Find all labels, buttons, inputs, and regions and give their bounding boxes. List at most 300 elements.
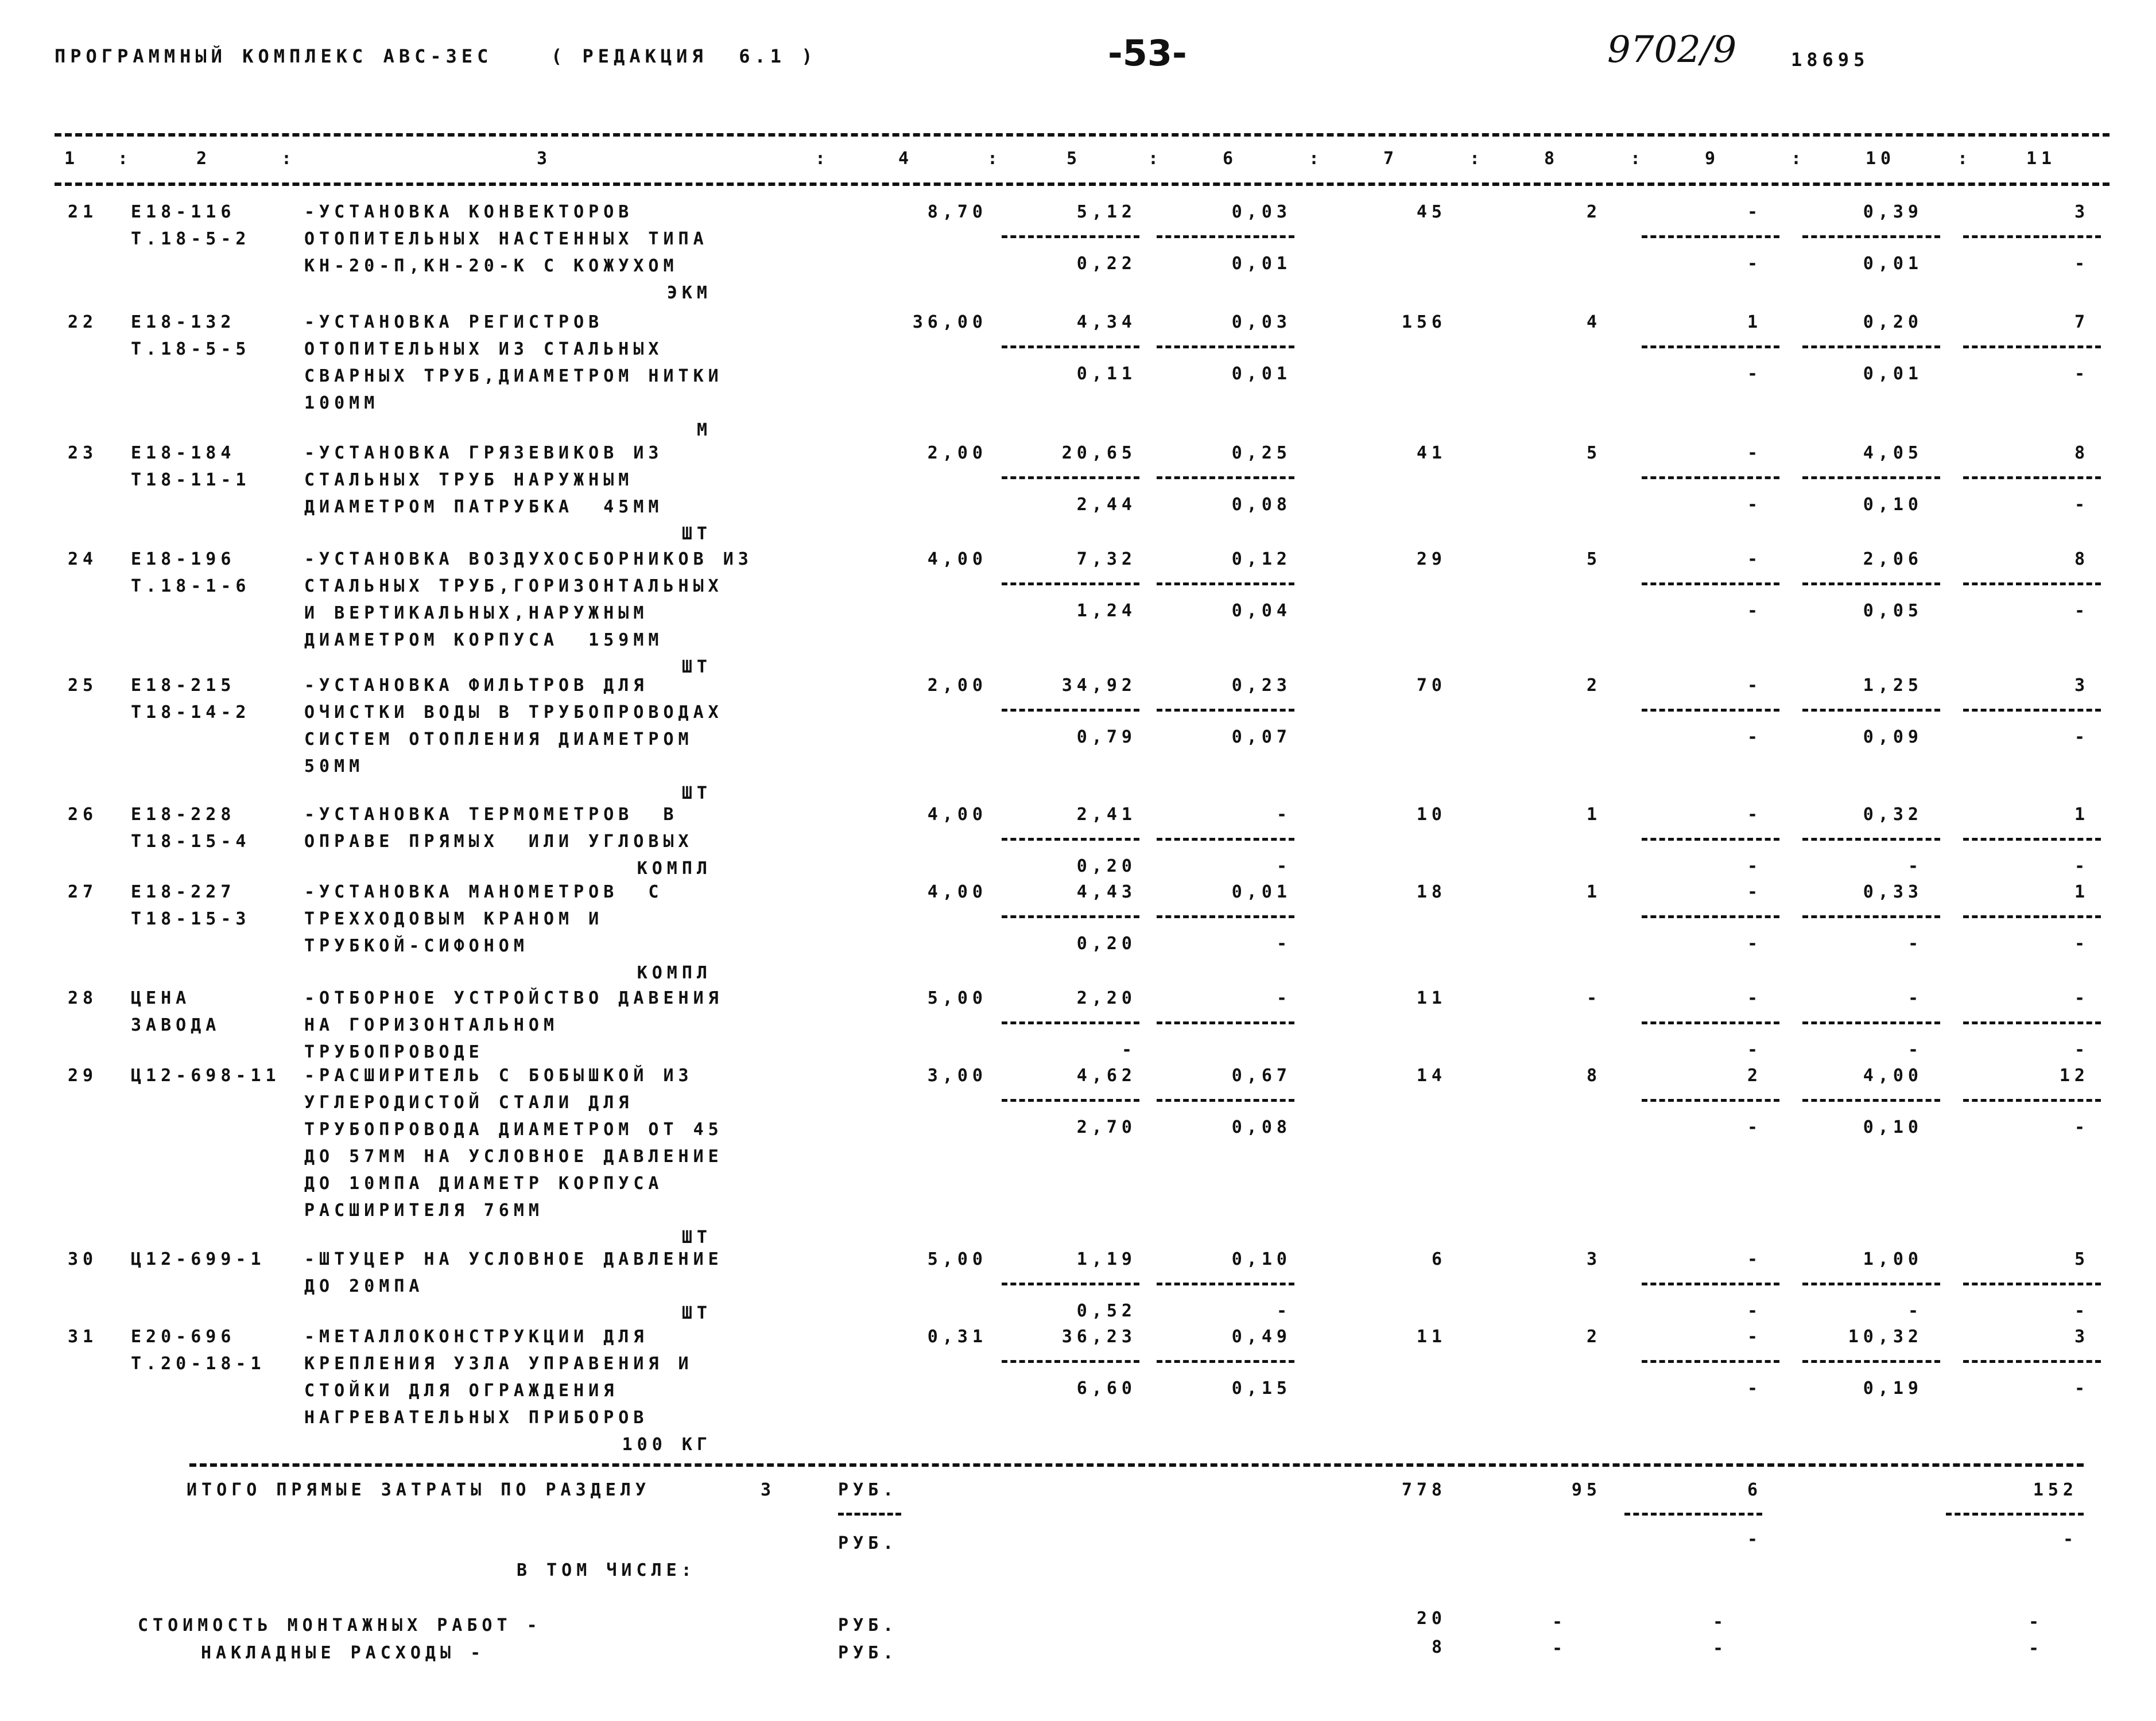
- edition: ( РЕДАКЦИЯ 6.1 ): [551, 45, 817, 67]
- row-split-rule: [1642, 1099, 1779, 1102]
- row-price-machine: 0,12: [1231, 549, 1292, 569]
- row-quantity: 36,00: [912, 312, 987, 332]
- row-code: Е18-184: [131, 443, 236, 463]
- row-split-rule: [1642, 838, 1779, 841]
- column-header-8: 8: [1544, 149, 1560, 169]
- row-labour: 4,00: [1863, 1066, 1923, 1086]
- row-price-machine-wage: 0,04: [1231, 601, 1292, 621]
- overhead-c9: -: [1712, 1638, 1728, 1658]
- row-split-rule: [1802, 235, 1940, 238]
- row-quantity: 3,00: [927, 1066, 987, 1086]
- row-labour-machine: 0,09: [1863, 727, 1923, 747]
- row-cost-wage: 1: [1586, 882, 1602, 902]
- row-split-rule: [1002, 476, 1139, 479]
- row-split-rule: [1642, 915, 1779, 918]
- row-description-line: ТРУБОПРОВОДА ДИАМЕТРОМ ОТ 45: [304, 1120, 723, 1140]
- row-split-rule: [1002, 838, 1139, 841]
- row-description-line: -УСТАНОВКА МАНОМЕТРОВ С: [304, 882, 664, 902]
- row-cost-machine: -: [1747, 443, 1762, 463]
- column-separator: :: [815, 149, 831, 169]
- row-description-line: КРЕПЛЕНИЯ УЗЛА УПРАВЕНИЯ И: [304, 1354, 693, 1374]
- row-code-ref: Т.18-5-5: [131, 339, 251, 359]
- row-description-line: -УСТАНОВКА ТЕРМОМЕТРОВ В: [304, 805, 678, 825]
- row-split-rule: [1002, 582, 1139, 585]
- column-separator: :: [1469, 149, 1485, 169]
- row-labour-machine-total: -: [2074, 727, 2089, 747]
- row-description-line: ДО 57ММ НА УСЛОВНОЕ ДАВЛЕНИЕ: [304, 1147, 723, 1167]
- row-cost-wage: 3: [1586, 1249, 1602, 1269]
- row-labour: -: [1907, 988, 1923, 1008]
- row-number: 23: [68, 443, 98, 463]
- row-description-line: УГЛЕРОДИСТОЙ СТАЛИ ДЛЯ: [304, 1093, 634, 1113]
- row-code: Ц12-698-11: [131, 1066, 281, 1086]
- row-unit: ШТ: [681, 524, 712, 544]
- row-cost-machine-wage: -: [1747, 1117, 1762, 1137]
- column-separator: :: [1309, 149, 1324, 169]
- row-labour-machine-total: -: [2074, 934, 2089, 954]
- row-split-rule: [1963, 915, 2101, 918]
- totals-c9-rule: [1624, 1513, 1762, 1516]
- row-labour-total: 12: [2059, 1066, 2089, 1086]
- row-labour-machine: 0,10: [1863, 1117, 1923, 1137]
- row-cost-machine: -: [1747, 882, 1762, 902]
- row-price-machine: 0,03: [1231, 312, 1292, 332]
- row-number: 28: [68, 988, 98, 1008]
- totals-unit: РУБ.: [838, 1480, 898, 1500]
- row-price-machine: 0,03: [1231, 202, 1292, 222]
- including-label: В ТОМ ЧИСЛЕ:: [517, 1560, 696, 1580]
- row-unit: М: [696, 420, 712, 440]
- table-top-rule: [55, 133, 2110, 137]
- row-cost-wage: 4: [1586, 312, 1602, 332]
- row-code: Е18-196: [131, 549, 236, 569]
- mounting-c7: 20: [1416, 1609, 1447, 1629]
- totals-section: 3: [761, 1480, 776, 1500]
- row-price-wage: 2,70: [1076, 1117, 1137, 1137]
- row-description-line: СТАЛЬНЫХ ТРУБ НАРУЖНЫМ: [304, 470, 634, 490]
- overhead-label: НАКЛАДНЫЕ РАСХОДЫ -: [201, 1643, 486, 1663]
- totals-c11: 152: [2033, 1480, 2078, 1500]
- column-header-4: 4: [898, 149, 914, 169]
- row-split-rule: [1002, 1021, 1139, 1024]
- row-labour-machine-total: -: [2074, 1040, 2089, 1060]
- row-price-machine: 0,49: [1231, 1327, 1292, 1347]
- row-labour-machine-total: -: [2074, 601, 2089, 621]
- row-split-rule: [1802, 709, 1940, 712]
- row-cost-total: 11: [1416, 1327, 1447, 1347]
- row-price-wage: 0,20: [1076, 856, 1137, 876]
- row-labour-machine-total: -: [2074, 254, 2089, 274]
- row-code: Е18-215: [131, 675, 236, 696]
- row-price-wage: 0,79: [1076, 727, 1137, 747]
- row-code-ref: Т18-11-1: [131, 470, 251, 490]
- row-quantity: 5,00: [927, 1249, 987, 1269]
- row-split-rule: [1642, 1283, 1779, 1285]
- row-price-wage: -: [1121, 1040, 1137, 1060]
- row-cost-machine: -: [1747, 805, 1762, 825]
- row-cost-wage: 5: [1586, 549, 1602, 569]
- row-description-line: ДО 20МПА: [304, 1276, 424, 1296]
- row-cost-machine-wage: -: [1747, 1040, 1762, 1060]
- row-description-line: ОТОПИТЕЛЬНЫХ НАСТЕННЫХ ТИПА: [304, 229, 708, 249]
- row-split-rule: [1802, 476, 1940, 479]
- row-description-line: НАГРЕВАТЕЛЬНЫХ ПРИБОРОВ: [304, 1408, 649, 1428]
- column-separator: :: [118, 149, 133, 169]
- row-split-rule: [1157, 709, 1294, 712]
- row-cost-machine: -: [1747, 1327, 1762, 1347]
- row-split-rule: [1963, 235, 2101, 238]
- column-separator: :: [1791, 149, 1806, 169]
- row-code: Е18-116: [131, 202, 236, 222]
- row-split-rule: [1157, 1360, 1294, 1363]
- row-price-total: 20,65: [1061, 443, 1137, 463]
- column-header-3: 3: [537, 149, 552, 169]
- row-code-ref: ЗАВОДА: [131, 1015, 221, 1035]
- program-name: ПРОГРАММНЫЙ КОМПЛЕКС АВС-ЗЕС: [55, 45, 493, 67]
- row-split-rule: [1157, 476, 1294, 479]
- row-cost-total: 156: [1401, 312, 1447, 332]
- row-code: Е18-228: [131, 805, 236, 825]
- column-separator: :: [1148, 149, 1164, 169]
- row-labour: 4,05: [1863, 443, 1923, 463]
- row-description-line: И ВЕРТИКАЛЬНЫХ,НАРУЖНЫМ: [304, 603, 649, 623]
- row-split-rule: [1002, 345, 1139, 348]
- row-cost-machine-wage: -: [1747, 601, 1762, 621]
- row-price-machine: 0,01: [1231, 882, 1292, 902]
- totals-c11b: -: [2062, 1529, 2078, 1549]
- row-unit: ШТ: [681, 657, 712, 677]
- row-number: 26: [68, 805, 98, 825]
- column-header-10: 10: [1866, 149, 1896, 169]
- row-price-machine: 0,25: [1231, 443, 1292, 463]
- row-labour-machine-total: -: [2074, 856, 2089, 876]
- row-price-machine-wage: 0,08: [1231, 1117, 1292, 1137]
- row-split-rule: [1642, 709, 1779, 712]
- row-cost-wage: 5: [1586, 443, 1602, 463]
- row-description-line: -УСТАНОВКА ГРЯЗЕВИКОВ ИЗ: [304, 443, 664, 463]
- row-cost-total: 41: [1416, 443, 1447, 463]
- row-labour-total: 3: [2074, 675, 2089, 696]
- row-labour: 0,33: [1863, 882, 1923, 902]
- row-cost-machine-wage: -: [1747, 856, 1762, 876]
- row-unit: ЭКМ: [666, 283, 712, 303]
- row-labour: 10,32: [1848, 1327, 1923, 1347]
- row-cost-total: 6: [1431, 1249, 1447, 1269]
- row-cost-machine: -: [1747, 1249, 1762, 1269]
- row-unit: ШТ: [681, 783, 712, 803]
- column-separator: :: [1630, 149, 1646, 169]
- row-labour-machine-total: -: [2074, 364, 2089, 384]
- row-labour-total: 7: [2074, 312, 2089, 332]
- row-split-rule: [1963, 582, 2101, 585]
- row-cost-wage: 2: [1586, 1327, 1602, 1347]
- row-quantity: 2,00: [927, 675, 987, 696]
- totals-c8: 95: [1571, 1480, 1602, 1500]
- row-labour-total: 1: [2074, 805, 2089, 825]
- row-labour-machine: -: [1907, 934, 1923, 954]
- row-cost-machine-wage: -: [1747, 495, 1762, 515]
- totals-unit-rule: [838, 1513, 901, 1516]
- handwritten-doc-code: 9702/9: [1607, 29, 1737, 71]
- row-cost-total: 45: [1416, 202, 1447, 222]
- row-description-line: -УСТАНОВКА РЕГИСТРОВ: [304, 312, 604, 332]
- row-cost-machine-wage: -: [1747, 934, 1762, 954]
- row-quantity: 5,00: [927, 988, 987, 1008]
- totals-c9b: -: [1747, 1529, 1762, 1549]
- row-code-ref: Т.18-1-6: [131, 576, 251, 596]
- row-labour-machine-total: -: [2074, 1117, 2089, 1137]
- row-labour-machine: -: [1907, 1301, 1923, 1321]
- row-split-rule: [1963, 838, 2101, 841]
- row-price-wage: 2,44: [1076, 495, 1137, 515]
- row-split-rule: [1802, 582, 1940, 585]
- row-labour-machine: 0,10: [1863, 495, 1923, 515]
- row-price-total: 4,62: [1076, 1066, 1137, 1086]
- page-number: -53-: [1108, 32, 1187, 74]
- row-split-rule: [1802, 1283, 1940, 1285]
- overhead-c11: -: [2028, 1638, 2043, 1658]
- row-split-rule: [1157, 345, 1294, 348]
- row-labour-machine-total: -: [2074, 495, 2089, 515]
- row-number: 21: [68, 202, 98, 222]
- row-split-rule: [1802, 915, 1940, 918]
- totals-unit-2: РУБ.: [838, 1533, 898, 1553]
- row-labour-machine-total: -: [2074, 1378, 2089, 1398]
- row-split-rule: [1002, 1360, 1139, 1363]
- row-cost-total: 11: [1416, 988, 1447, 1008]
- column-separator: :: [987, 149, 1003, 169]
- row-description-line: -ШТУЦЕР НА УСЛОВНОЕ ДАВЛЕНИЕ: [304, 1249, 723, 1269]
- row-cost-machine-wage: -: [1747, 727, 1762, 747]
- totals-c9: 6: [1747, 1480, 1762, 1500]
- row-description-line: СТОЙКИ ДЛЯ ОГРАЖДЕНИЯ: [304, 1381, 619, 1401]
- row-quantity: 8,70: [927, 202, 987, 222]
- row-unit: 100 КГ: [622, 1435, 712, 1455]
- row-description-line: -УСТАНОВКА ФИЛЬТРОВ ДЛЯ: [304, 675, 649, 696]
- row-cost-machine: -: [1747, 988, 1762, 1008]
- row-description-line: 100ММ: [304, 393, 379, 413]
- row-price-machine-wage: -: [1276, 934, 1292, 954]
- row-labour-machine-total: -: [2074, 1301, 2089, 1321]
- row-split-rule: [1963, 1360, 2101, 1363]
- row-price-machine-wage: -: [1276, 1301, 1292, 1321]
- row-number: 25: [68, 675, 98, 696]
- totals-label: ИТОГО ПРЯМЫЕ ЗАТРАТЫ ПО РАЗДЕЛУ: [187, 1480, 650, 1500]
- row-code: Е18-227: [131, 882, 236, 902]
- row-split-rule: [1963, 709, 2101, 712]
- row-code: Е20-696: [131, 1327, 236, 1347]
- row-description-line: ДИАМЕТРОМ ПАТРУБКА 45ММ: [304, 497, 664, 517]
- row-split-rule: [1963, 1283, 2101, 1285]
- row-split-rule: [1802, 1099, 1940, 1102]
- row-code-ref: Т18-14-2: [131, 702, 251, 722]
- row-cost-wage: 1: [1586, 805, 1602, 825]
- row-split-rule: [1157, 235, 1294, 238]
- row-cost-total: 29: [1416, 549, 1447, 569]
- row-description-line: РАСШИРИТЕЛЯ 76ММ: [304, 1201, 544, 1221]
- row-split-rule: [1642, 476, 1779, 479]
- totals-c11-rule: [1946, 1513, 2084, 1516]
- row-price-machine-wage: 0,01: [1231, 254, 1292, 274]
- row-price-machine: 0,23: [1231, 675, 1292, 696]
- row-split-rule: [1642, 345, 1779, 348]
- row-cost-machine: -: [1747, 202, 1762, 222]
- column-header-11: 11: [2026, 149, 2057, 169]
- row-unit: ШТ: [681, 1227, 712, 1248]
- column-separator: :: [281, 149, 297, 169]
- row-price-machine-wage: -: [1276, 856, 1292, 876]
- row-split-rule: [1002, 1099, 1139, 1102]
- row-cost-total: 70: [1416, 675, 1447, 696]
- row-price-wage: 0,11: [1076, 364, 1137, 384]
- row-labour-total: 8: [2074, 549, 2089, 569]
- row-description-line: СВАРНЫХ ТРУБ,ДИАМЕТРОМ НИТКИ: [304, 366, 723, 386]
- row-code-ref: Т.20-18-1: [131, 1354, 266, 1374]
- row-split-rule: [1642, 582, 1779, 585]
- row-price-total: 1,19: [1076, 1249, 1137, 1269]
- row-split-rule: [1802, 838, 1940, 841]
- row-split-rule: [1002, 1283, 1139, 1285]
- column-header-2: 2: [196, 149, 212, 169]
- row-description-line: -РАСШИРИТЕЛЬ С БОБЫШКОЙ ИЗ: [304, 1066, 693, 1086]
- column-header-1: 1: [64, 149, 80, 169]
- row-quantity: 0,31: [927, 1327, 987, 1347]
- column-header-5: 5: [1067, 149, 1082, 169]
- column-header-7: 7: [1383, 149, 1399, 169]
- row-price-total: 2,20: [1076, 988, 1137, 1008]
- row-description-line: ОТОПИТЕЛЬНЫХ ИЗ СТАЛЬНЫХ: [304, 339, 664, 359]
- row-split-rule: [1157, 1099, 1294, 1102]
- totals-c7: 778: [1401, 1480, 1447, 1500]
- row-quantity: 4,00: [927, 882, 987, 902]
- row-price-machine-wage: 0,15: [1231, 1378, 1292, 1398]
- row-split-rule: [1002, 915, 1139, 918]
- row-price-wage: 1,24: [1076, 601, 1137, 621]
- row-description-line: ОПРАВЕ ПРЯМЫХ ИЛИ УГЛОВЫХ: [304, 832, 693, 852]
- column-header-9: 9: [1705, 149, 1720, 169]
- row-number: 24: [68, 549, 98, 569]
- row-cost-machine-wage: -: [1747, 1378, 1762, 1398]
- row-unit: КОМПЛ: [637, 963, 712, 983]
- row-labour-machine: 0,05: [1863, 601, 1923, 621]
- row-labour: 1,00: [1863, 1249, 1923, 1269]
- row-code: Ц12-699-1: [131, 1249, 266, 1269]
- row-description-line: ТРУБКОЙ-СИФОНОМ: [304, 936, 529, 956]
- row-price-machine-wage: 0,01: [1231, 364, 1292, 384]
- row-price-total: 34,92: [1061, 675, 1137, 696]
- row-price-machine: 0,10: [1231, 1249, 1292, 1269]
- mounting-c9: -: [1712, 1612, 1728, 1632]
- row-cost-machine: 1: [1747, 312, 1762, 332]
- row-cost-machine-wage: -: [1747, 254, 1762, 274]
- row-number: 29: [68, 1066, 98, 1086]
- row-cost-wage: 2: [1586, 202, 1602, 222]
- row-split-rule: [1642, 1360, 1779, 1363]
- overhead-unit: РУБ.: [838, 1643, 898, 1663]
- row-cost-wage: 2: [1586, 675, 1602, 696]
- row-labour-machine: 0,01: [1863, 364, 1923, 384]
- row-description-line: 50ММ: [304, 756, 364, 776]
- row-description-line: ОЧИСТКИ ВОДЫ В ТРУБОПРОВОДАХ: [304, 702, 723, 722]
- row-labour-total: 8: [2074, 443, 2089, 463]
- row-labour: 0,39: [1863, 202, 1923, 222]
- row-cost-machine-wage: -: [1747, 364, 1762, 384]
- row-unit: ШТ: [681, 1303, 712, 1323]
- row-price-wage: 0,20: [1076, 934, 1137, 954]
- row-labour: 2,06: [1863, 549, 1923, 569]
- row-split-rule: [1802, 1360, 1940, 1363]
- row-number: 31: [68, 1327, 98, 1347]
- row-price-machine: -: [1276, 805, 1292, 825]
- row-description-line: КН-20-П,КН-20-К С КОЖУХОМ: [304, 256, 678, 276]
- row-labour-total: -: [2074, 988, 2089, 1008]
- row-cost-wage: -: [1586, 988, 1602, 1008]
- mounting-unit: РУБ.: [838, 1615, 898, 1635]
- mounting-label: СТОИМОСТЬ МОНТАЖНЫХ РАБОТ -: [138, 1615, 542, 1635]
- row-code-ref: Т18-15-3: [131, 909, 251, 929]
- row-split-rule: [1157, 838, 1294, 841]
- table-header-rule: [55, 182, 2110, 186]
- row-split-rule: [1002, 709, 1139, 712]
- overhead-c8: -: [1552, 1638, 1567, 1658]
- row-price-machine-wage: 0,07: [1231, 727, 1292, 747]
- row-labour-machine: 0,01: [1863, 254, 1923, 274]
- row-price-wage: 0,52: [1076, 1301, 1137, 1321]
- row-labour-machine: 0,19: [1863, 1378, 1923, 1398]
- row-labour-total: 3: [2074, 1327, 2089, 1347]
- row-unit: КОМПЛ: [637, 858, 712, 879]
- row-cost-total: 18: [1416, 882, 1447, 902]
- overhead-c7: 8: [1431, 1637, 1447, 1657]
- row-description-line: СТАЛЬНЫХ ТРУБ,ГОРИЗОНТАЛЬНЫХ: [304, 576, 723, 596]
- row-description-line: -УСТАНОВКА КОНВЕКТОРОВ: [304, 202, 634, 222]
- row-price-wage: 6,60: [1076, 1378, 1137, 1398]
- row-split-rule: [1963, 345, 2101, 348]
- mounting-c8: -: [1552, 1612, 1567, 1632]
- row-split-rule: [1002, 235, 1139, 238]
- row-split-rule: [1642, 235, 1779, 238]
- column-header-6: 6: [1223, 149, 1238, 169]
- row-cost-machine-wage: -: [1747, 1301, 1762, 1321]
- row-price-total: 2,41: [1076, 805, 1137, 825]
- row-code: Е18-132: [131, 312, 236, 332]
- row-cost-machine: -: [1747, 675, 1762, 696]
- row-cost-machine: -: [1747, 549, 1762, 569]
- row-price-total: 4,34: [1076, 312, 1137, 332]
- row-description-line: НА ГОРИЗОНТАЛЬНОМ: [304, 1015, 559, 1035]
- row-code-ref: Т18-15-4: [131, 832, 251, 852]
- mounting-c11: -: [2028, 1612, 2043, 1632]
- row-split-rule: [1157, 915, 1294, 918]
- row-price-total: 36,23: [1061, 1327, 1137, 1347]
- row-split-rule: [1963, 476, 2101, 479]
- row-price-machine-wage: 0,08: [1231, 495, 1292, 515]
- row-description-line: ТРУБОПРОВОДЕ: [304, 1042, 484, 1062]
- row-quantity: 4,00: [927, 805, 987, 825]
- row-split-rule: [1802, 345, 1940, 348]
- row-split-rule: [1642, 1021, 1779, 1024]
- row-number: 22: [68, 312, 98, 332]
- row-description-line: -МЕТАЛЛОКОНСТРУКЦИИ ДЛЯ: [304, 1327, 649, 1347]
- row-quantity: 2,00: [927, 443, 987, 463]
- doc-number: 18695: [1791, 49, 1870, 71]
- row-description-line: ТРЕХХОДОВЫМ КРАНОМ И: [304, 909, 604, 929]
- totals-rule: [189, 1463, 2084, 1467]
- row-split-rule: [1963, 1021, 2101, 1024]
- row-labour-machine: -: [1907, 1040, 1923, 1060]
- row-cost-total: 14: [1416, 1066, 1447, 1086]
- row-description-line: -ОТБОРНОЕ УСТРОЙСТВО ДАВЕНИЯ: [304, 988, 723, 1008]
